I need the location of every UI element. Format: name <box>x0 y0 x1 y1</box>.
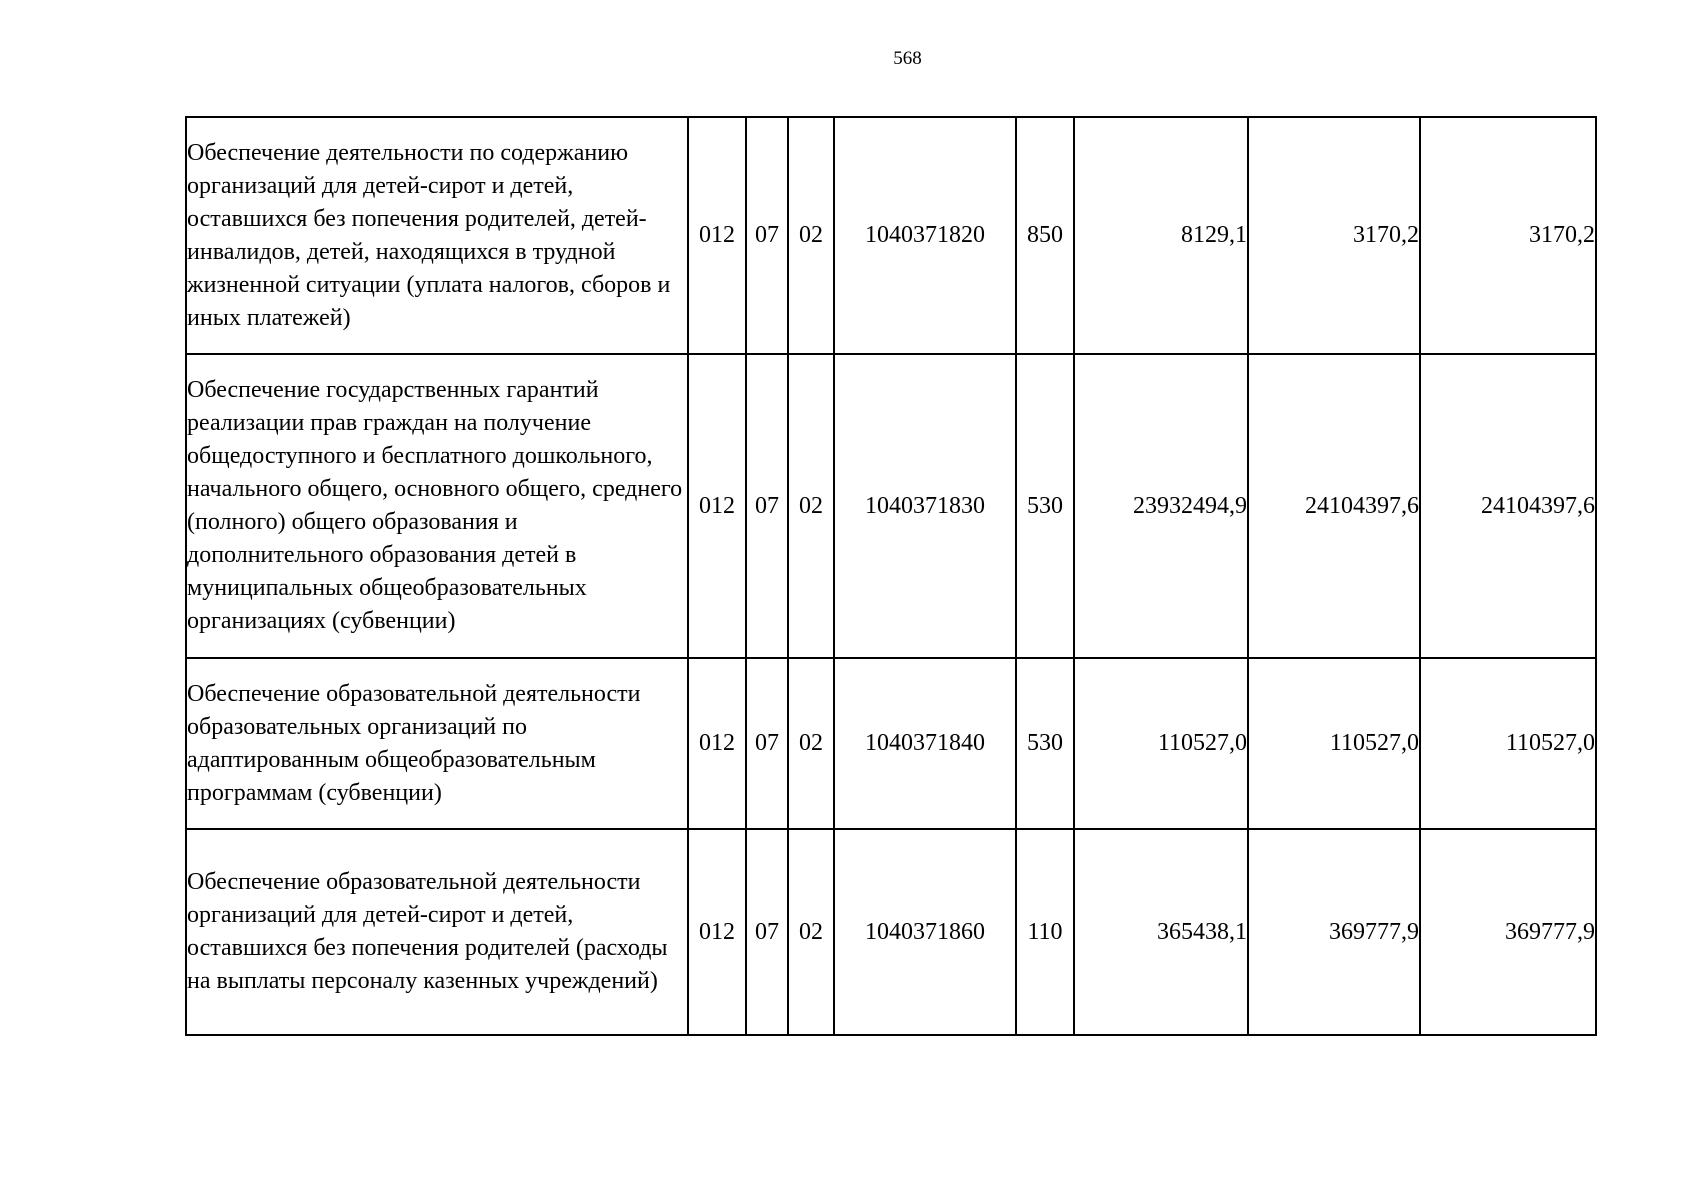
ministry-code: 012 <box>688 658 746 829</box>
amount-year-1: 23932494,9 <box>1074 354 1248 658</box>
target-article-code: 1040371840 <box>834 658 1016 829</box>
ministry-code: 012 <box>688 829 746 1035</box>
row-description: Обеспечение образовательной деятельности образовательных организаций по адаптированным общеобразовательным программам (субвенции) <box>186 658 688 829</box>
subsection-code: 02 <box>788 658 834 829</box>
target-article-code: 1040371820 <box>834 117 1016 354</box>
section-code: 07 <box>746 354 788 658</box>
amount-year-1: 365438,1 <box>1074 829 1248 1035</box>
amount-year-3: 369777,9 <box>1420 829 1596 1035</box>
row-description: Обеспечение деятельности по содержанию организаций для детей-сирот и детей, оставшихся без попечения родителей, детей-инвалидов, детей, находящихся в трудной жизненной ситуации (уплата налогов, сборов и иных платежей) <box>186 117 688 354</box>
ministry-code: 012 <box>688 117 746 354</box>
expense-type-code: 530 <box>1016 354 1074 658</box>
expense-type-code: 530 <box>1016 658 1074 829</box>
ministry-code: 012 <box>688 354 746 658</box>
expense-type-code: 110 <box>1016 829 1074 1035</box>
target-article-code: 1040371830 <box>834 354 1016 658</box>
amount-year-2: 369777,9 <box>1248 829 1420 1035</box>
amount-year-1: 110527,0 <box>1074 658 1248 829</box>
amount-year-1: 8129,1 <box>1074 117 1248 354</box>
section-code: 07 <box>746 829 788 1035</box>
subsection-code: 02 <box>788 829 834 1035</box>
section-code: 07 <box>746 117 788 354</box>
target-article-code: 1040371860 <box>834 829 1016 1035</box>
amount-year-2: 3170,2 <box>1248 117 1420 354</box>
page-number: 568 <box>893 48 922 69</box>
amount-year-3: 24104397,6 <box>1420 354 1596 658</box>
amount-year-3: 3170,2 <box>1420 117 1596 354</box>
subsection-code: 02 <box>788 354 834 658</box>
budget-table <box>185 116 1597 1036</box>
expense-type-code: 850 <box>1016 117 1074 354</box>
table-row <box>186 354 1596 658</box>
amount-year-2: 110527,0 <box>1248 658 1420 829</box>
subsection-code: 02 <box>788 117 834 354</box>
section-code: 07 <box>746 658 788 829</box>
table-row <box>186 658 1596 829</box>
amount-year-3: 110527,0 <box>1420 658 1596 829</box>
table-row <box>186 117 1596 354</box>
table-row <box>186 829 1596 1035</box>
amount-year-2: 24104397,6 <box>1248 354 1420 658</box>
row-description: Обеспечение государственных гарантий реализации прав граждан на получение общедоступного и бесплатного дошкольного, начального общего, основного общего, среднего (полного) общего образования и дополнительного образования детей в муниципальных общеобразовательных организациях (субвенции) <box>186 354 688 658</box>
row-description: Обеспечение образовательной деятельности организаций для детей-сирот и детей, оставшихся без попечения родителей (расходы на выплаты персоналу казенных учреждений) <box>186 829 688 1035</box>
